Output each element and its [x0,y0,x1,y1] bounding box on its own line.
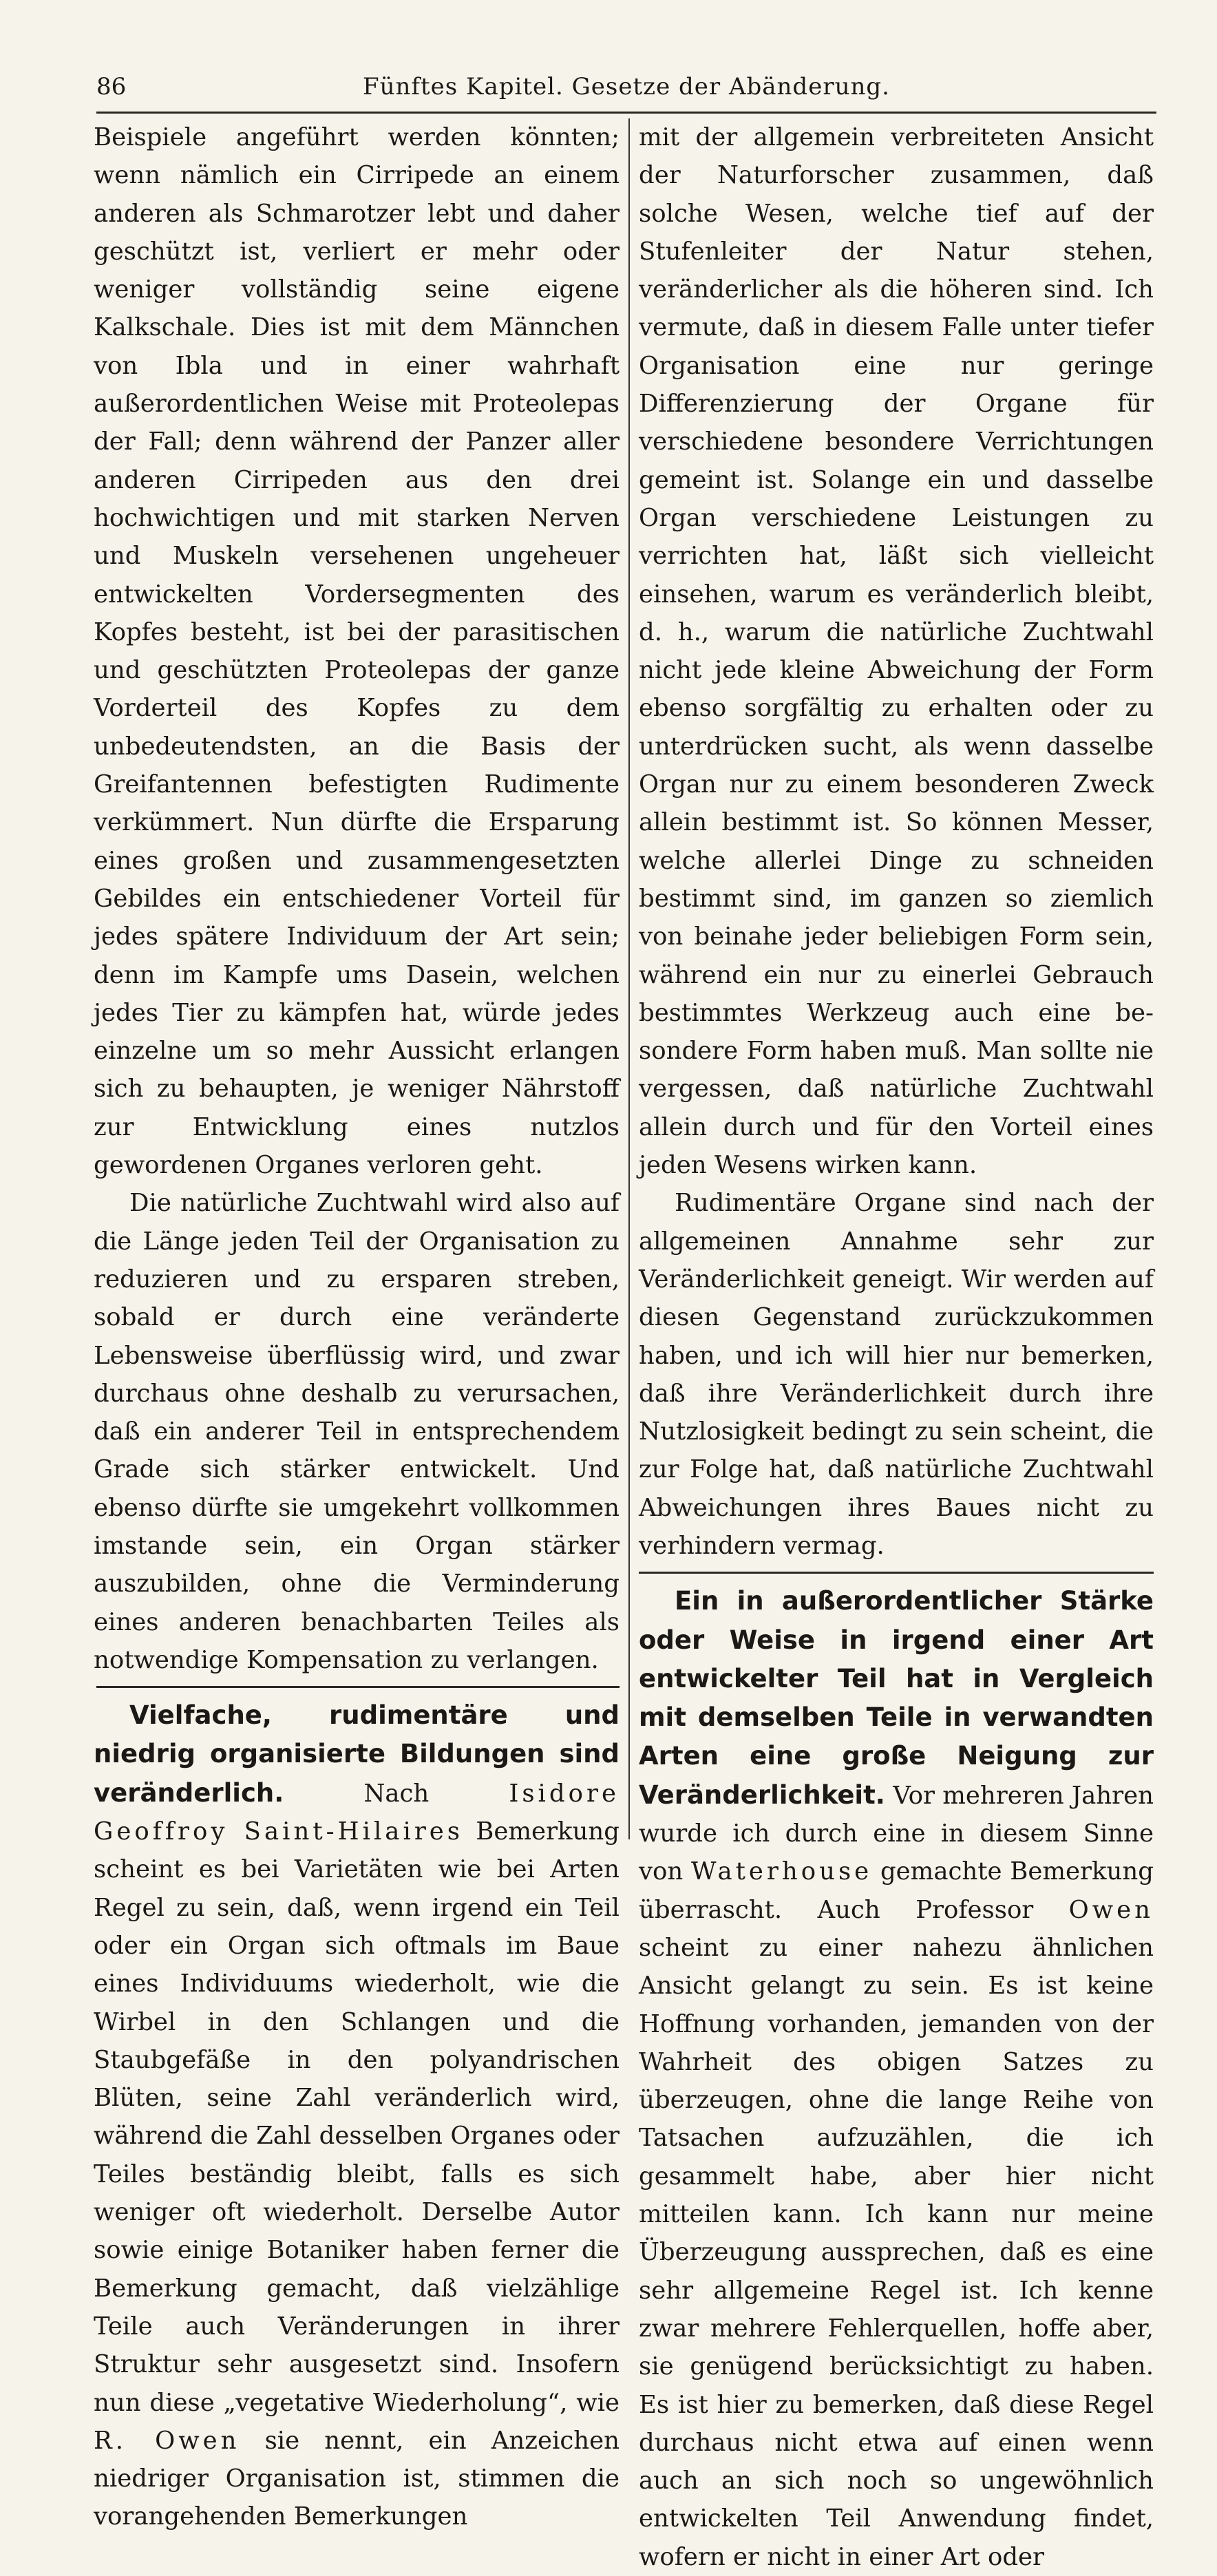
section-heading: Ein in außerordentlicher Stärke oder Weise in irgend einer Art entwickelter Teil hat in Vergleich mit demselben Teile in verwandten Arten eine große Neigung zur Veränderlichkeit. [639,1586,1154,1810]
page-header [96,66,1156,107]
paragraph: Die natürliche Zuchtwahl wird also auf die Länge jeden Teil der Organisation zu reduzieren und zu ersparen streben, sobald er durch eine veränderte Lebensweise überflüssig wird, und zwar durchaus ohne deshalb zu verursachen, daß ein anderer Teil in entsprechendem Grade sich stärker entwickelt. Und ebenso dürfte sie umgekehrt vollkommen imstande sein, ein Organ stärker auszubilden, ohne die Verminderung eines anderen benachbarten Teiles als notwendige Kompensation zu verlangen. [94,1189,620,1674]
text-run: sie nennt, ein Anzeichen niedriger Organisation ist, stimmen die vorangehenden Bemerkungen [94,2426,620,2531]
paragraph: mit der allgemein verbreiteten Ansicht der Naturforscher zusammen, daß solche Wesen, welche tief auf der Stufenleiter der Natur stehen, veränderlicher als die höheren sind. Ich vermute, daß in diesem Falle unter tiefer Organisation eine nur geringe Differenzierung der Organe für verschiedene besondere Verrichtungen gemeint ist. Solange ein und dasselbe Organ verschiedene Leistungen zu verrichten hat, läßt sich vielleicht einsehen, warum es veränderlich bleibt, d. h., warum die natürliche Zuchtwahl nicht jede kleine Abweichung der Form ebenso sorgfältig zu erhalten oder zu unterdrücken sucht, als wenn dasselbe Organ nur zu einem besonderen Zweck allein bestimmt ist. So können Messer, welche allerlei Dinge zu schneiden bestimmt sind, im ganzen so ziemlich von beinahe jeder beliebigen Form sein, während ein nur zu einerlei Gebrauch bestimmtes Werkzeug auch eine besondere Form haben muß. Man sollte nie vergessen, daß natürliche Zuchtwahl allein durch und für den Vorteil eines jeden Wesens wirken kann. [639,123,1154,1180]
column-divider [628,118,630,1839]
page-number: 86 [96,73,127,101]
author-name: Owen [1068,1895,1154,1924]
running-title: Fünftes Kapitel. Gesetze der Abänderung. [363,73,890,101]
left-column [94,118,620,2531]
author-name: Isidore Geoffroy Saint-Hilaires [94,1779,620,1846]
section-rule [639,1572,1154,1574]
section-heading: Vielfache, rudimentäre und niedrig organisierte Bildungen sind veränderlich. [94,1700,620,1808]
text-run: Vor mehreren Jahren wurde ich durch eine in diesem Sinne von [639,1781,1154,1886]
paragraph: Beispiele angeführt werden könnten; wenn nämlich ein Cirripede an einem anderen als Schmarotzer lebt und daher geschützt ist, verliert er mehr oder weniger vollständig seine eigene Kalkschale. Dies ist mit dem Männchen von Ibla und in einer wahrhaft außerordentlichen Weise mit Proteolepas der Fall; denn während der Panzer aller anderen Cirripeden aus den drei hochwichtigen und mit starken Nerven und Muskeln versehenen ungeheuer entwickelten Vordersegmenten des Kopfes besteht, ist bei der parasitischen und geschützten Proteolepas der ganze Vorderteil des Kopfes zu dem unbedeutendsten, an die Basis der Greifantennen befestigten Rudimente verkümmert. Nun dürfte die Ersparung eines großen und zusammengesetzten Gebildes ein entschiedener Vorteil für jedes spätere Individuum der Art sein; denn im Kampfe ums Dasein, welchen jedes Tier zu kämpfen hat, würde jedes einzelne um so mehr Aussicht erlangen sich zu behaupten, je weniger Nährstoff zur Entwicklung eines nutzlos gewordenen Organes verloren geht. [94,123,620,1180]
paragraph: Rudimentäre Organe sind nach der allgemeinen Annahme sehr zur Veränderlichkeit geneigt. Wir werden auf diesen Gegenstand zurückzukommen haben, und ich will hier nur bemerken, daß ihre Veränderlichkeit durch ihre Nutzlosigkeit bedingt zu sein scheint, die zur Folge hat, daß natürliche Zuchtwahl Abweichungen ihres Baues nicht zu verhindern vermag. [639,1189,1154,1560]
section-rule [96,1686,620,1688]
header-rule [96,112,1156,114]
paragraph [94,1696,620,2536]
author-name: R. Owen [94,2426,240,2455]
author-name: Waterhouse [691,1857,873,1886]
right-column [639,118,1154,2571]
text-run: Nach [363,1779,430,1808]
paragraph [639,1582,1154,2576]
text-run: scheint zu einer nahezu ähnlichen Ansicht gelangt zu sein. Es ist keine Hoffnung vorhanden, jemanden von der Wahrheit des obigen Satzes zu überzeugen, ohne die lange Reihe von Tatsachen aufzuzählen, die ich gesammelt habe, aber hier nicht mitteilen kann. Ich kann nur meine Überzeugung aussprechen, daß es eine sehr allgemeine Regel ist. Ich kenne zwar mehrere Fehlerquellen, hoffe aber, sie genügend berücksichtigt zu haben. Es ist hier zu bemerken, daß diese Regel durchaus nicht etwa auf einen wenn auch an sich noch so ungewöhnlich entwickelten Teil Anwendung findet, wofern er nicht in einer Art oder [639,1933,1154,2571]
text-run: gemachte Bemerkung überrascht. Auch Professor [639,1857,1154,1924]
text-run: Bemerkung scheint es bei Varietäten wie bei Arten Regel zu sein, daß, wenn irgend ein Teil oder ein Organ sich oftmals im Baue eines Individuums wiederholt, wie die Wirbel in den Schlangen und die Staubgefäße in den polyandrischen Blüten, seine Zahl veränderlich wird, während die Zahl desselben Organes oder Teiles beständig bleibt, falls es sich weniger oft wiederholt. Derselbe Autor sowie einige Botaniker haben ferner die Bemerkung gemacht, daß vielzählige Teile auch Veränderungen in ihrer Struktur sehr ausgesetzt sind. Insofern nun diese „vegetative Wiederholung“, wie [94,1817,620,2417]
